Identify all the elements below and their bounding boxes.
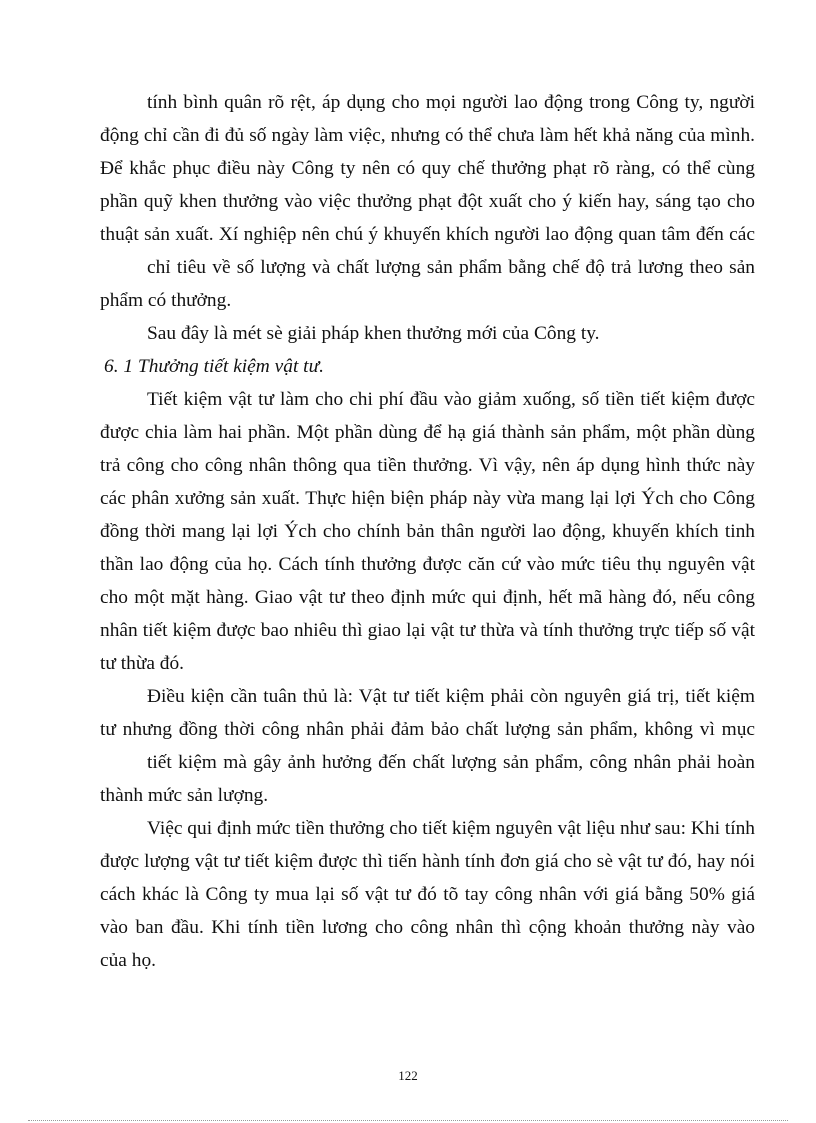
text-line: phần quỹ khen thưởng vào việc thưởng phạt đột xuất cho ý kiến hay, sáng tạo cho [100, 191, 755, 212]
text-line: Để khắc phục điều này Công ty nên có quy chế thưởng phạt rõ ràng, có thể cùng [100, 158, 755, 179]
text-line: động chỉ cần đi đủ số ngày làm việc, nhưng có thể chưa làm hết khả năng của mình. [100, 125, 755, 146]
page-bottom-divider [28, 1120, 788, 1121]
text-line: tiết kiệm mà gây ảnh hưởng đến chất lượng sản phẩm, công nhân phải hoàn [147, 752, 755, 773]
text-line: của họ. [100, 950, 156, 971]
text-line: đồng thời mang lại lợi Ých cho chính bản thân người lao động, khuyến khích tinh [100, 521, 755, 542]
text-line: Việc qui định mức tiền thưởng cho tiết kiệm nguyên vật liệu như sau: Khi tính [147, 818, 755, 839]
page-number: 122 [398, 1068, 418, 1083]
text-line: thuật sản xuất. Xí nghiệp nên chú ý khuyến khích người lao động quan tâm đến các [100, 224, 755, 245]
text-line: trả công cho công nhân thông qua tiền thưởng. Vì vậy, nên áp dụng hình thức này [100, 455, 755, 476]
text-line: nhân tiết kiệm được bao nhiêu thì giao lại vật tư thừa và tính thưởng trực tiếp số vật [100, 620, 755, 641]
text-line: được lượng vật tư tiết kiệm được thì tiến hành tính đơn giá cho sè vật tư đó, hay nói [100, 851, 755, 872]
text-line: cho một mặt hàng. Giao vật tư theo định mức qui định, hết mã hàng đó, nếu công [100, 587, 755, 608]
text-line: tư nhưng đồng thời công nhân phải đảm bảo chất lượng sản phẩm, không vì mục [100, 719, 755, 740]
text-line: tính bình quân rõ rệt, áp dụng cho mọi người lao động trong Công ty, người [147, 92, 755, 113]
text-line: thần lao động của họ. Cách tính thưởng được căn cứ vào mức tiêu thụ nguyên vật [100, 554, 755, 575]
text-line: được chia làm hai phần. Một phần dùng để hạ giá thành sản phẩm, một phần dùng [100, 422, 755, 443]
text-line: các phân xưởng sản xuất. Thực hiện biện pháp này vừa mang lại lợi Ých cho Công [100, 488, 755, 509]
section-heading: 6. 1 Thưởng tiết kiệm vật tư. [104, 356, 324, 377]
text-line: cách khác là Công ty mua lại số vật tư đó tõ tay công nhân với giá bằng 50% giá [100, 884, 755, 905]
text-line: thành mức sản lượng. [100, 785, 269, 806]
text-line: Tiết kiệm vật tư làm cho chi phí đầu vào giảm xuống, số tiền tiết kiệm được [147, 389, 755, 410]
text-line: tư thừa đó. [100, 653, 185, 674]
text-line: vào ban đầu. Khi tính tiền lương cho công nhân thì cộng khoản thưởng này vào [100, 917, 755, 938]
text-line: Sau đây là mét sè giải pháp khen thưởng mới của Công ty. [147, 323, 600, 344]
text-line: chỉ tiêu về số lượng và chất lượng sản phẩm bằng chế độ trả lương theo sản [147, 257, 755, 278]
text-line: Điều kiện cần tuân thủ là: Vật tư tiết kiệm phải còn nguyên giá trị, tiết kiệm [147, 686, 755, 707]
text-line: phẩm có thưởng. [100, 290, 232, 311]
